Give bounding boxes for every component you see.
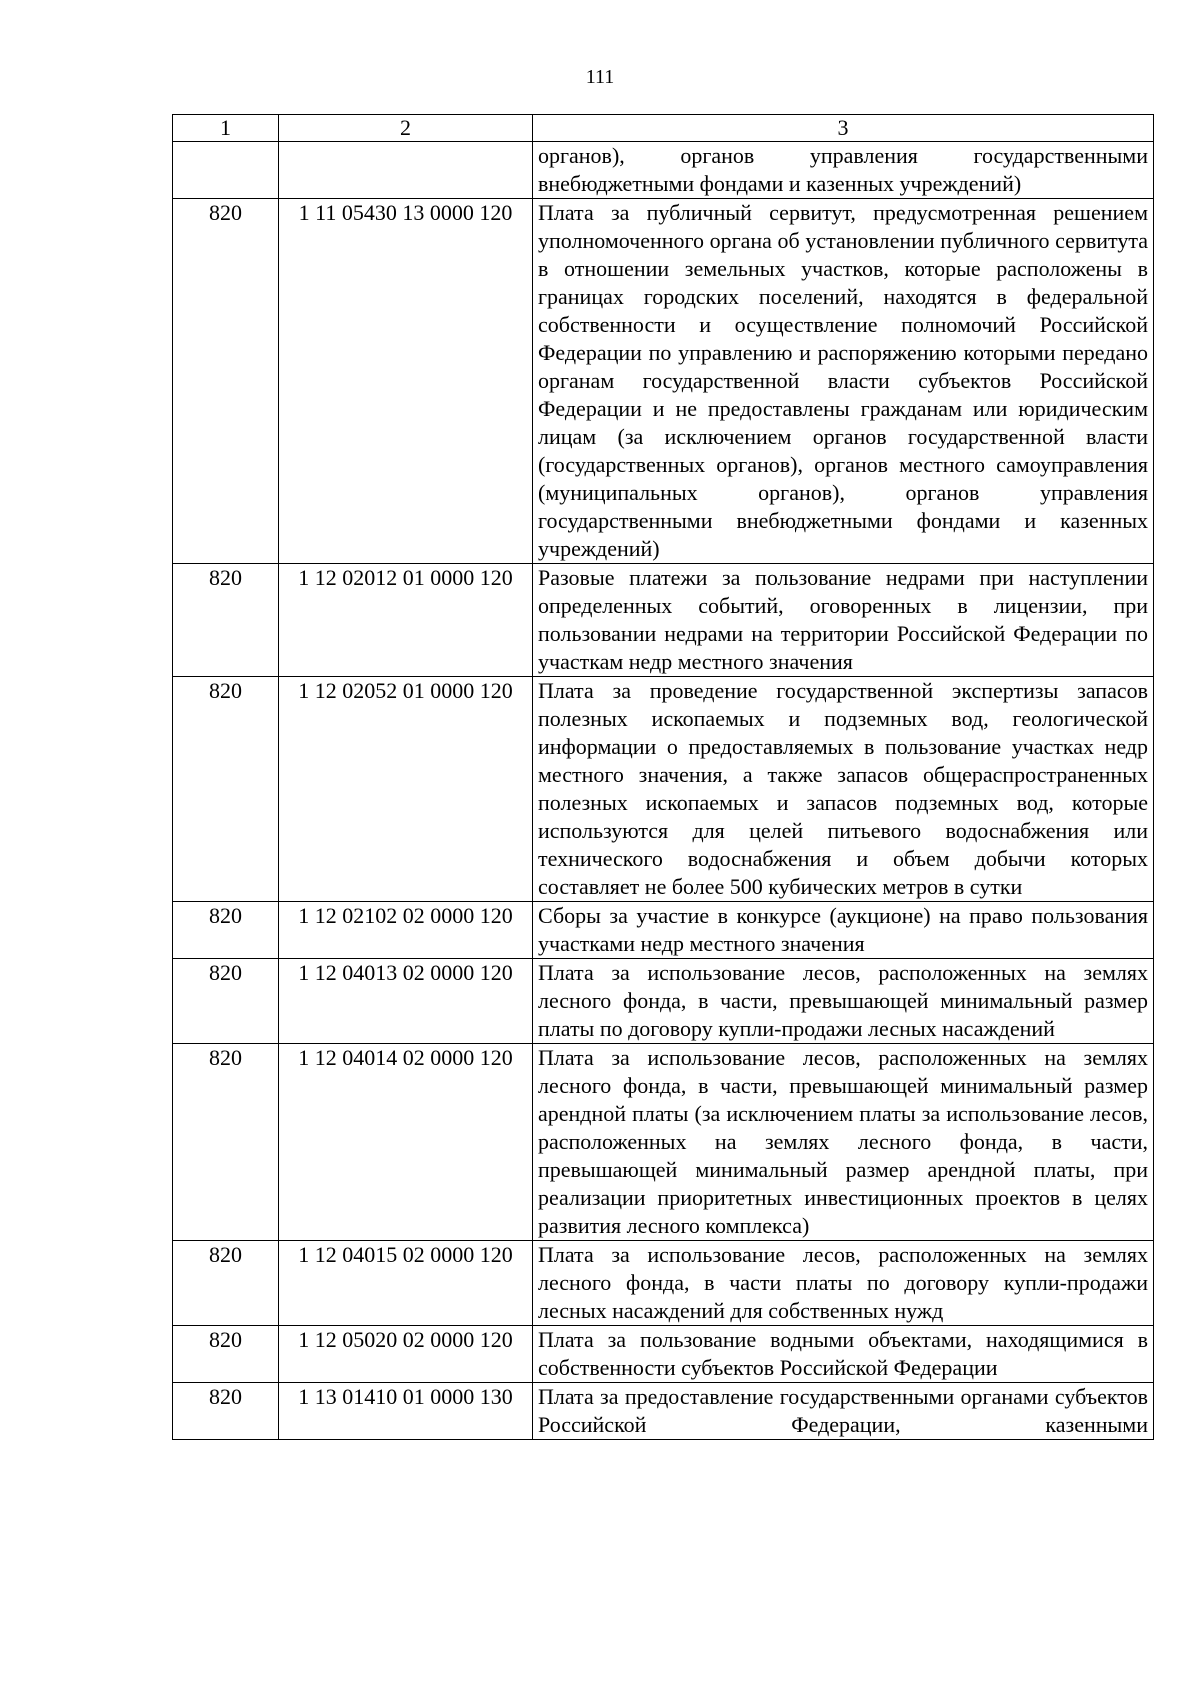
table-header-row bbox=[173, 115, 1154, 142]
header-col-3: 3 bbox=[533, 115, 1154, 142]
table-row bbox=[173, 1241, 1154, 1326]
admin-code-cell: 820 bbox=[173, 1326, 279, 1383]
description-cell: Плата за использование лесов, расположенных на землях лесного фонда, в части, превышающей минимальный размер платы по договору купли-продажи лесных насаждений bbox=[533, 959, 1154, 1044]
revenue-code-cell bbox=[279, 142, 533, 199]
revenue-code-cell: 1 12 04014 02 0000 120 bbox=[279, 1044, 533, 1241]
page-number: 111 bbox=[585, 66, 615, 88]
table-row bbox=[173, 1383, 1154, 1440]
table-row bbox=[173, 1326, 1154, 1383]
table-row bbox=[173, 142, 1154, 199]
admin-code-cell: 820 bbox=[173, 1044, 279, 1241]
admin-code-cell: 820 bbox=[173, 199, 279, 564]
description-cell: Плата за публичный сервитут, предусмотренная решением уполномоченного органа об установлении публичного сервитута в отношении земельных участков, которые расположены в границах городских поселений, находятся в федеральной собственности и осуществление полномочий Российской Федерации по управлению и распоряжению которыми передано органам государственной власти субъектов Российской Федерации и не предоставлены гражданам или юридическим лицам (за исключением органов государственной власти (государственных органов), органов местного самоуправления (муниципальных органов), органов управления государственными внебюджетными фондами и казенных учреждений) bbox=[533, 199, 1154, 564]
description-cell: Разовые платежи за пользование недрами при наступлении определенных событий, оговоренных в лицензии, при пользовании недрами на территории Российской Федерации по участкам недр местного значения bbox=[533, 564, 1154, 677]
table-row bbox=[173, 677, 1154, 902]
description-cell: Сборы за участие в конкурсе (аукционе) на право пользования участками недр местного значения bbox=[533, 902, 1154, 959]
table-row bbox=[173, 564, 1154, 677]
budget-codes-table bbox=[172, 114, 1154, 1440]
header-col-2: 2 bbox=[279, 115, 533, 142]
admin-code-cell: 820 bbox=[173, 1383, 279, 1440]
revenue-code-cell: 1 12 02012 01 0000 120 bbox=[279, 564, 533, 677]
revenue-code-cell: 1 11 05430 13 0000 120 bbox=[279, 199, 533, 564]
admin-code-cell: 820 bbox=[173, 677, 279, 902]
description-cell: органов), органов управления государственными внебюджетными фондами и казенных учреждений) bbox=[533, 142, 1154, 199]
admin-code-cell bbox=[173, 142, 279, 199]
description-cell: Плата за проведение государственной экспертизы запасов полезных ископаемых и подземных вод, геологической информации о предоставляемых в пользование участках недр местного значения, а также запасов общераспространенных полезных ископаемых и запасов подземных вод, которые используются для целей питьевого водоснабжения или технического водоснабжения и объем добычи которых составляет не более 500 кубических метров в сутки bbox=[533, 677, 1154, 902]
revenue-code-cell: 1 12 04013 02 0000 120 bbox=[279, 959, 533, 1044]
description-cell: Плата за пользование водными объектами, находящимися в собственности субъектов Российской Федерации bbox=[533, 1326, 1154, 1383]
admin-code-cell: 820 bbox=[173, 902, 279, 959]
header-col-1: 1 bbox=[173, 115, 279, 142]
description-cell: Плата за предоставление государственными органами субъектов Российской Федерации, казенными bbox=[533, 1383, 1154, 1440]
revenue-code-cell: 1 12 02052 01 0000 120 bbox=[279, 677, 533, 902]
admin-code-cell: 820 bbox=[173, 564, 279, 677]
description-cell: Плата за использование лесов, расположенных на землях лесного фонда, в части платы по договору купли-продажи лесных насаждений для собственных нужд bbox=[533, 1241, 1154, 1326]
table-row bbox=[173, 1044, 1154, 1241]
table-row bbox=[173, 902, 1154, 959]
revenue-code-cell: 1 13 01410 01 0000 130 bbox=[279, 1383, 533, 1440]
revenue-code-cell: 1 12 02102 02 0000 120 bbox=[279, 902, 533, 959]
description-cell: Плата за использование лесов, расположенных на землях лесного фонда, в части, превышающей минимальный размер арендной платы (за исключением платы за использование лесов, расположенных на землях лесного фонда, в части, превышающей минимальный размер арендной платы, при реализации приоритетных инвестиционных проектов в целях развития лесного комплекса) bbox=[533, 1044, 1154, 1241]
admin-code-cell: 820 bbox=[173, 959, 279, 1044]
table-row bbox=[173, 199, 1154, 564]
revenue-code-cell: 1 12 04015 02 0000 120 bbox=[279, 1241, 533, 1326]
admin-code-cell: 820 bbox=[173, 1241, 279, 1326]
table-row bbox=[173, 959, 1154, 1044]
revenue-code-cell: 1 12 05020 02 0000 120 bbox=[279, 1326, 533, 1383]
